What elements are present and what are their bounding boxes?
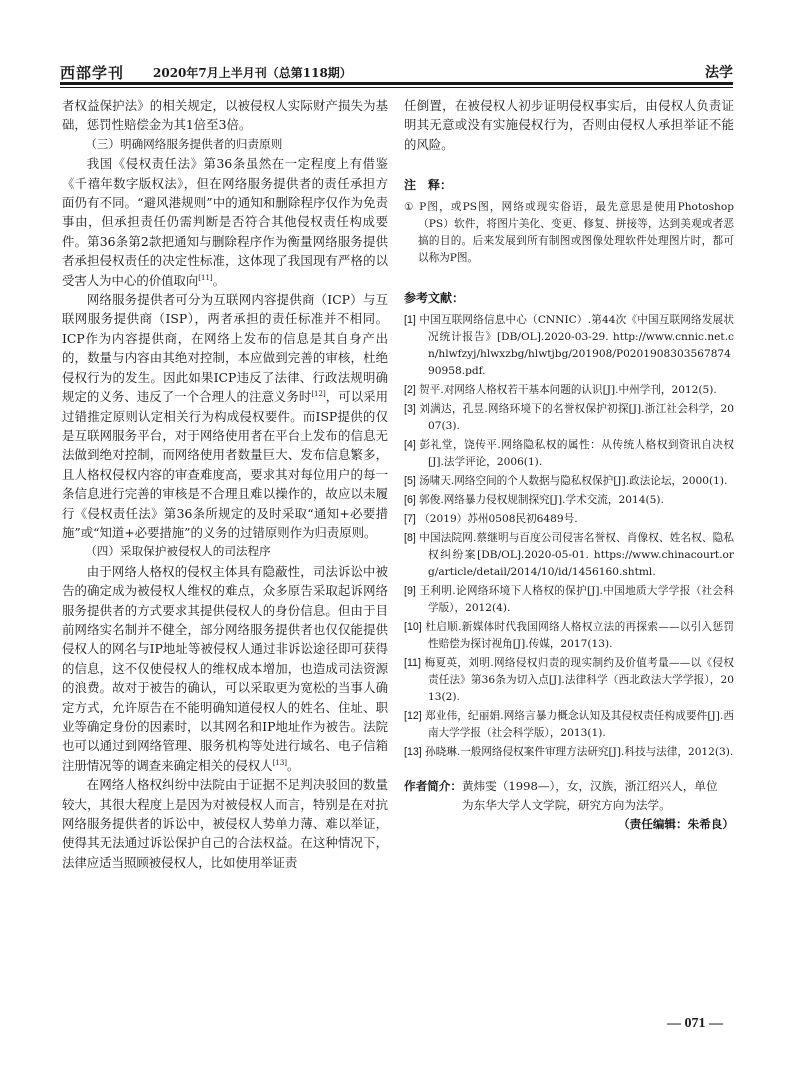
reference-text: 郑业伟，纪丽娟.网络言暴力概念认知及其侵权责任构成要件[J].西南大学学报（社会科学版），2013(1). [425, 710, 734, 740]
reference-text: 中国法院网.蔡继明与百度公司侵害名誉权、肖像权、姓名权、隐私权纠纷案[DB/OL].2020-05-01. https://www.chinacourt.org/article/detail/2014/10/id/1456160.shtml. [419, 532, 734, 579]
reference-item [404, 744, 734, 761]
author-text: 黄炜雯（1998—），女，汉族，浙江绍兴人，单位 [461, 779, 718, 794]
reference-item [404, 382, 734, 399]
responsible-editor: （责任编辑：朱希良） [618, 817, 734, 832]
section-heading: （三）明确网络服务提供者的归责原则 [85, 136, 283, 151]
reference-text: 杜启顺.新媒体时代我国网络人格权立法的再探索——以引入惩罚性赔偿为探讨视角[J].传媒，2017(13). [425, 621, 734, 651]
reference-text: （2019）苏州0508民初6489号. [419, 513, 578, 526]
reference-item [404, 473, 734, 490]
reference-item [404, 401, 734, 435]
paragraph-text: 。 [212, 272, 226, 288]
reference-number: [2] [404, 384, 416, 397]
notes-heading: 注 释： [404, 178, 453, 193]
right-column [404, 96, 734, 832]
paragraph [62, 290, 388, 542]
reference-number: [11] [404, 657, 421, 670]
paragraph-text: 。 [287, 757, 300, 773]
reference-item [404, 312, 734, 380]
reference-text: 郭俊.网络暴力侵权规制探究[J].学术交流，2014(5). [419, 494, 664, 507]
reference-number: [10] [404, 621, 422, 634]
reference-text: 梅夏英，刘明.网络侵权归责的现实制约及价值考量——以《侵权责任法》第36条为切入点[J].法律科学（西北政法大学学报），2013(2). [424, 657, 734, 704]
reference-number: [8] [404, 532, 416, 545]
reference-number: [1] [404, 314, 416, 327]
reference-number: [9] [404, 585, 416, 598]
reference-number: [3] [404, 403, 416, 416]
reference-item [404, 708, 734, 742]
reference-text: 王利明.论网络环境下人格权的保护[J].中国地质大学学报（社会科学版），2012(4). [419, 585, 734, 615]
left-column [62, 96, 388, 872]
reference-text: 孙晓琳.一般网络侵权案件审理方法研究[J].科技与法律，2012(3). [425, 746, 734, 759]
reference-text: 中国互联网络信息中心（CNNIC）.第44次《中国互联网络发展状况统计报告》[DB/OL].2020-03-29. http://www.cnnic.net.cn/hlwfzyj/hlwxzbg/hlwtjbg/201908/P020190830356787490958.pdf. [419, 314, 734, 378]
citation-mark: [12] [311, 389, 326, 398]
reference-item [404, 437, 734, 471]
reference-item [404, 511, 734, 528]
footnote: ① P图，或PS图，网络或现实俗语，最先意思是使用Photoshop（PS）软件，将图片美化、变更、修复、拼接等，达到美观或者恶搞的目的。后来发展到所有制图或图像处理软件处理图片时，都可以称为P图。 [404, 201, 734, 265]
paragraph-text: 由于网络人格权的侵权主体具有隐蔽性，司法诉讼中被告的确定成为被侵权人维权的难点，众多原告采取起诉网络服务提供者的方式要求其提供侵权人的身份信息。但由于目前网络实名制并不健全，部分网络服务提供者也仅仅能提供侵权人的网名与IP地址等被侵权人通过非诉讼途径即可获得的信息，这不仅使侵权人的维权成本增加，也造成司法资源的浪费。故对于被告的确认，可以采取更为宽松的当事人确定方式，允许原告在不能明确知道侵权人的姓名、住址、职业等确定身份的因素时，以其网名和IP地址作为被告。法院也可以通过到网络管理、服务机构等处进行域名、电子信箱注册情况等的调查来确定相关的侵权人 [62, 563, 388, 773]
reference-number: [13] [404, 746, 422, 759]
paragraph: 任倒置，在被侵权人初步证明侵权事实后，由侵权人负责证明其无意或没有实施侵权行为，否则由侵权人承担举证不能的风险。 [404, 98, 734, 152]
reference-item [404, 655, 734, 706]
reference-number: [5] [404, 475, 416, 488]
paragraph [62, 562, 388, 775]
author-label: 作者简介： [404, 779, 462, 794]
reference-number: [12] [404, 710, 422, 723]
header-rule-thin [60, 87, 733, 88]
page-number: — 071 — [667, 1016, 723, 1031]
citation-mark: [11] [198, 273, 213, 282]
paragraph: 在网络人格权纠纷中法院由于证据不足判决驳回的数量较大，其很大程度上是因为对被侵权人而言，特别是在对抗网络服务提供者的诉讼中，被侵权人势单力薄、难以举证，使得其无法通过诉讼保护自己的合法权益。在这种情况下，法律应适当照顾被侵权人，比如使用举证责 [62, 777, 388, 870]
author-bio [404, 777, 734, 814]
issue-info: 2020年7月上半月刊（总第118期） [153, 66, 352, 80]
section-heading: （四）采取保护被侵权人的司法程序 [85, 544, 271, 559]
reference-item [404, 583, 734, 617]
citation-mark: [13] [272, 758, 288, 767]
paragraph: 者权益保护法》的相关规定，以被侵权人实际财产损失为基础，惩罚性赔偿金为其1倍至3倍。 [62, 98, 388, 133]
reference-item [404, 492, 734, 509]
header-rule-thick [60, 82, 733, 85]
reference-item [404, 530, 734, 581]
reference-text: 彭礼堂，饶传平.网络隐私权的属性：从传统人格权到资讯自决权[J].法学评论，2006(1). [419, 439, 734, 469]
reference-text: 刘满达，孔昱.网络环境下的名誉权保护初探[J].浙江社会科学，2007(3). [419, 403, 734, 433]
author-text: 为东华大学人文学院，研究方向为法学。 [462, 797, 671, 812]
reference-list [404, 312, 734, 761]
reference-text: 贺平.对网络人格权若干基本问题的认识[J].中州学刊，2012(5). [419, 384, 717, 397]
journal-name: 西部学刊 [60, 64, 125, 82]
paragraph-text: ，可以采用过错推定原则认定相关行为构成侵权要件。而ISP提供的仅是互联网服务平台，对于网络使用者在平台上发布的信息无法做到绝对控制，而网络使用者数量巨大、发布信息繁多，且人格权侵权内容的审查难度高，要求其对每位用户的每一条信息进行完善的审核是不合理且难以操作的，故应以未履行《侵权责任法》第36条所规定的及时采取“通知+必要措施”或“知道+必要措施”的义务的过错原则作为归责原则。 [62, 389, 389, 540]
references-heading: 参考文献： [404, 291, 465, 306]
reference-number: [6] [404, 494, 416, 507]
section-name: 法学 [705, 65, 733, 81]
paragraph-text: 网络服务提供者可分为互联网内容提供商（ICP）与互联网服务提供商（ISP），两者承担的责任标准并不相同。ICP作为内容提供商，在网络上发布的信息是其自身产出的，数量与内容由其绝对控制，本应做到完善的审核，杜绝侵权行为的发生。因此如果ICP违反了法律、行政法规明确规定的义务、违反了一个合理人的注意义务时 [62, 292, 388, 405]
reference-item [404, 619, 734, 653]
reference-text: 汤啸天.网络空间的个人数据与隐私权保护[J].政法论坛，2000(1). [419, 475, 728, 488]
reference-number: [7] [404, 513, 416, 526]
paragraph-text: 我国《侵权责任法》第36条虽然在一定程度上有借鉴《千禧年数字版权法》，但在网络服务提供者的责任承担方面仍有不同。“避风港规则”中的通知和删除程序仅作为免责事由，但承担责任仍需判断是否符合其他侵权责任构成要件。第36条第2款把通知与删除程序作为衡量网络服务提供者承担侵权责任的决定性标准，这体现了我国现有严格的以受害人为中心的价值取向 [62, 156, 388, 288]
running-header [60, 60, 733, 84]
reference-number: [4] [404, 439, 416, 452]
paragraph [62, 154, 388, 290]
